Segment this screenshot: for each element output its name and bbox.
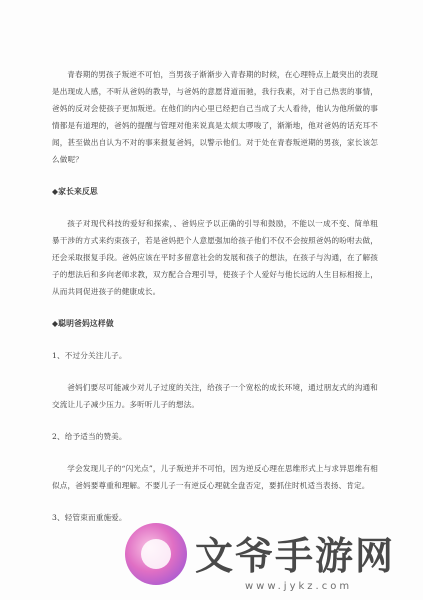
item-1-body: 爸妈们要尽可能减少对儿子过度的关注，给孩子一个宽松的成长环境，通过朋友式的沟通和交流让儿子减少压力。多听听儿子的想法。: [52, 383, 378, 409]
watermark-url: www.jykz.com: [245, 581, 353, 592]
watermark-brand-text: 文爷手游网: [195, 534, 396, 578]
reflect-heading: ◆家长来反思: [52, 187, 98, 196]
item-2-title: 2、给予适当的赞美。: [52, 432, 127, 441]
reflect-paragraph: 孩子对现代科技的爱好和探索，、爸妈应予以正确的引导和鼓励，不能以一成不变、简单粗暴干涉的方式来约束孩子，若是爸妈把个人意愿强加给孩子他们不仅不会按照爸妈的吩咐去做，还会采取报复手段。爸妈应该在平时多留意社会的发展和孩子的想法，在孩子与沟通，在了解孩子的想法后和多向老师求教，双方配合合理引导，使孩子个人爱好与他长远的人生目标相接上，从而共同促进孩子的健康成长。: [52, 219, 378, 296]
brand-logo-icon: [125, 523, 187, 585]
site-watermark: [125, 515, 420, 600]
article-body: [52, 66, 378, 526]
item-3-title: 3、轻管束而重施爱。: [52, 513, 127, 522]
item-1-title: 1、不过分关注儿子。: [52, 351, 127, 360]
intro-paragraph: 青春期的男孩子叛逆不可怕，当男孩子渐渐步入青春期的时候，在心理特点上最突出的表现是出现成人感，不听从爸妈的教导，与爸妈的意愿背道而驰，我行我素，对于自己热衷的事情，爸妈的反对会使孩子更加叛逆。在他们的内心里已经把自己当成了大人看待，他认为他所做的事情都是有道理的，爸妈的提醒与管理对他来说真是太烦太啰唆了，渐渐地，他对爸妈的话充耳不闻，甚至做出自认为不对的事来报复爸妈，以警示他们。对于处在青春叛逆期的男孩，家长该怎么做呢？: [52, 70, 378, 164]
item-2-body: 学会发现儿子的“闪光点”，儿子叛逆并不可怕，因为逆反心理在思维形式上与求异思维有相似点，爸妈要尊重和理解。不要儿子一有逆反心理就全盘否定，要抓住时机适当表扬、肯定。: [52, 464, 378, 490]
smart-parents-heading: ◆聪明爸妈这样做: [52, 319, 114, 328]
